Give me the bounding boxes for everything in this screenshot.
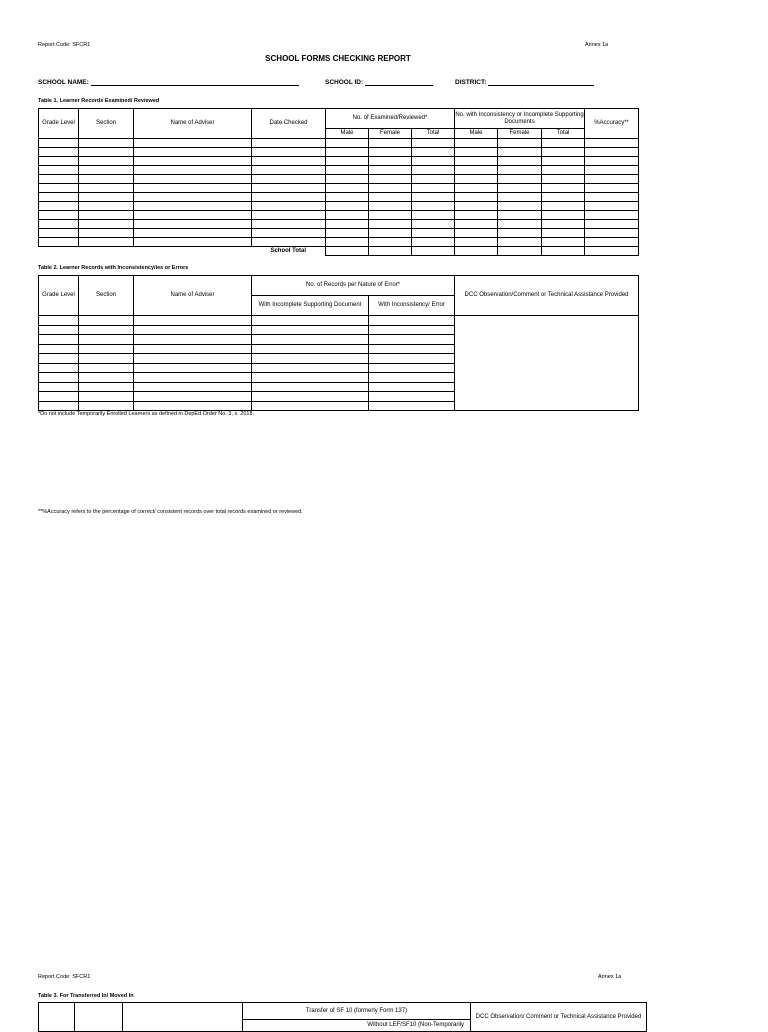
school-name-field — [38, 77, 299, 86]
t1-data-cell[interactable] — [252, 166, 326, 175]
report-code: Report Code: SFCR1 — [38, 42, 91, 48]
table-row — [39, 193, 639, 202]
t1-data-cell[interactable] — [79, 238, 134, 247]
t1-data-cell[interactable] — [39, 148, 79, 157]
t1-data-cell[interactable] — [134, 193, 252, 202]
t2-data-cell[interactable] — [252, 325, 369, 335]
t1-data-cell[interactable] — [252, 184, 326, 193]
t1-data-cell[interactable] — [455, 166, 498, 175]
t2-data-cell[interactable] — [39, 401, 79, 411]
t1-data-cell[interactable] — [369, 220, 412, 229]
note-accuracy: **%Accuracy refers to the percentage of correct/ consistent records over total records examined or reviewed. — [38, 509, 303, 515]
t2-data-cell[interactable] — [39, 382, 79, 392]
page2-annex-label: Annex 1a — [598, 974, 622, 980]
t1-data-cell[interactable] — [134, 139, 252, 148]
t1-sub-total: Total — [412, 129, 455, 139]
t1-data-cell[interactable] — [326, 202, 369, 211]
t3-head-transfer: Transfer of SF 10 (formerly Form 137) — [243, 1003, 471, 1020]
t2-data-cell[interactable] — [39, 316, 79, 326]
t2-data-cell[interactable] — [369, 335, 455, 345]
t1-data-cell[interactable] — [39, 229, 79, 238]
t2-data-cell[interactable] — [79, 325, 134, 335]
t1-data-cell[interactable] — [326, 238, 369, 247]
t1-data-cell[interactable] — [542, 157, 585, 166]
note-temporarily-enrolled: *Do not include Temporarily Enrolled Learners as defined in DepEd Order No. 3, s. 2018. — [38, 411, 255, 417]
t1-data-cell[interactable] — [585, 229, 639, 238]
table-row — [39, 316, 639, 326]
t2-data-cell[interactable] — [369, 392, 455, 402]
t2-data-cell[interactable] — [369, 382, 455, 392]
t2-sub-inconsistency: With Inconsistency/ Error — [369, 296, 455, 316]
t2-head-observation: DCC Observation/Comment or Technical Assistance Provided — [455, 276, 639, 316]
table2 — [38, 275, 639, 411]
t2-data-cell[interactable] — [252, 392, 369, 402]
t1-data-cell[interactable] — [542, 193, 585, 202]
t2-data-cell[interactable] — [39, 335, 79, 345]
t2-data-cell[interactable] — [79, 363, 134, 373]
t3-head-observation: DCC Observation/ Comment or Technical Assistance Provided — [471, 1003, 647, 1032]
t1-data-cell[interactable] — [498, 220, 542, 229]
school-id-field — [325, 77, 433, 86]
t1-data-cell[interactable] — [79, 175, 134, 184]
t1-data-cell[interactable] — [134, 229, 252, 238]
t1-data-cell[interactable] — [585, 193, 639, 202]
table-row — [39, 238, 639, 247]
t2-data-cell[interactable] — [252, 373, 369, 383]
t1-sub-total: Total — [542, 129, 585, 139]
t1-data-cell[interactable] — [326, 166, 369, 175]
t1-data-cell[interactable] — [542, 166, 585, 175]
table-row — [39, 202, 639, 211]
t1-data-cell[interactable] — [585, 238, 639, 247]
t1-data-cell[interactable] — [134, 202, 252, 211]
t1-total-cell[interactable] — [369, 247, 412, 256]
t1-head-examined: No. of Examined/Reviewed* — [326, 109, 455, 129]
t3-cell[interactable] — [123, 1003, 243, 1032]
t2-data-cell[interactable] — [134, 354, 252, 364]
table-row — [39, 184, 639, 193]
t2-data-cell[interactable] — [369, 354, 455, 364]
t2-data-cell[interactable] — [369, 325, 455, 335]
t1-data-cell[interactable] — [498, 202, 542, 211]
t1-data-cell[interactable] — [455, 220, 498, 229]
t1-head-inconsistency: No. with Inconsistency or Incomplete Supporting Documents — [455, 109, 585, 129]
t1-data-cell[interactable] — [369, 139, 412, 148]
t2-data-cell[interactable] — [39, 354, 79, 364]
t1-data-cell[interactable] — [39, 238, 79, 247]
t1-total-cell[interactable] — [585, 247, 639, 256]
t1-total-cell[interactable] — [455, 247, 498, 256]
table-row — [39, 139, 639, 148]
t1-data-cell[interactable] — [369, 193, 412, 202]
page2-report-code: Report Code: SFCR1 — [38, 974, 91, 980]
t2-data-cell[interactable] — [252, 401, 369, 411]
t1-total-cell[interactable] — [498, 247, 542, 256]
table-row — [39, 211, 639, 220]
t1-data-cell[interactable] — [39, 166, 79, 175]
t2-data-cell[interactable] — [39, 392, 79, 402]
t2-data-cell[interactable] — [134, 344, 252, 354]
t1-data-cell[interactable] — [542, 148, 585, 157]
t1-data-cell[interactable] — [542, 202, 585, 211]
t1-data-cell[interactable] — [498, 139, 542, 148]
t2-data-cell[interactable] — [79, 344, 134, 354]
t1-data-cell[interactable] — [542, 184, 585, 193]
t1-data-cell[interactable] — [326, 220, 369, 229]
t1-total-cell[interactable] — [542, 247, 585, 256]
t1-data-cell[interactable] — [252, 193, 326, 202]
t1-data-cell[interactable] — [252, 220, 326, 229]
t2-data-cell[interactable] — [134, 325, 252, 335]
school-name-input[interactable] — [91, 77, 299, 86]
t1-data-cell[interactable] — [369, 148, 412, 157]
t1-sub-male: Male — [326, 129, 369, 139]
t1-data-cell[interactable] — [326, 139, 369, 148]
t1-data-cell[interactable] — [39, 220, 79, 229]
t1-data-cell[interactable] — [455, 238, 498, 247]
t1-data-cell[interactable] — [498, 193, 542, 202]
t1-data-cell[interactable] — [134, 175, 252, 184]
t1-data-cell[interactable] — [326, 148, 369, 157]
t1-data-cell[interactable] — [79, 139, 134, 148]
t1-data-cell[interactable] — [134, 166, 252, 175]
t1-data-cell[interactable] — [585, 139, 639, 148]
t1-head-section: Section — [79, 109, 134, 139]
t1-data-cell[interactable] — [79, 148, 134, 157]
t1-data-cell[interactable] — [455, 175, 498, 184]
t2-data-cell[interactable] — [369, 401, 455, 411]
t1-data-cell[interactable] — [412, 139, 455, 148]
t1-data-cell[interactable] — [369, 184, 412, 193]
t2-head-nature: No. of Records per Nature of Error* — [252, 276, 455, 296]
t1-data-cell[interactable] — [412, 211, 455, 220]
t1-data-cell[interactable] — [542, 211, 585, 220]
table2-caption: Table 2. Learner Records with Inconsistency/ies or Errors — [38, 265, 189, 271]
t2-observation-cell[interactable] — [455, 316, 639, 411]
t1-data-cell[interactable] — [326, 157, 369, 166]
table-row — [39, 220, 639, 229]
t1-data-cell[interactable] — [79, 202, 134, 211]
t2-data-cell[interactable] — [252, 335, 369, 345]
t1-data-cell[interactable] — [455, 229, 498, 238]
t1-data-cell[interactable] — [134, 157, 252, 166]
t2-data-cell[interactable] — [369, 373, 455, 383]
t1-data-cell[interactable] — [585, 184, 639, 193]
school-id-label: SCHOOL ID: — [325, 79, 364, 86]
table-row — [39, 148, 639, 157]
t1-data-cell[interactable] — [369, 229, 412, 238]
t1-data-cell[interactable] — [369, 157, 412, 166]
t1-data-cell[interactable] — [412, 166, 455, 175]
t2-head-grade-level: Grade Level — [39, 276, 79, 316]
t1-head-grade-level: Grade Level — [39, 109, 79, 139]
t1-data-cell[interactable] — [542, 139, 585, 148]
t1-data-cell[interactable] — [79, 193, 134, 202]
t1-data-cell[interactable] — [79, 184, 134, 193]
t1-data-cell[interactable] — [412, 202, 455, 211]
t2-head-adviser: Name of Adviser — [134, 276, 252, 316]
t2-data-cell[interactable] — [79, 316, 134, 326]
t3-head-without: Without LEF/SF10 (Non-Temporarily — [243, 1020, 471, 1032]
school-name-label: SCHOOL NAME: — [38, 79, 89, 86]
t1-data-cell[interactable] — [455, 202, 498, 211]
t2-data-cell[interactable] — [369, 344, 455, 354]
t2-data-cell[interactable] — [39, 344, 79, 354]
t2-head-section: Section — [79, 276, 134, 316]
t3-cell[interactable] — [39, 1003, 75, 1032]
t2-data-cell[interactable] — [252, 354, 369, 364]
t1-data-cell[interactable] — [252, 175, 326, 184]
school-id-input[interactable] — [365, 77, 433, 86]
table1-body — [39, 139, 639, 247]
t2-data-cell[interactable] — [369, 363, 455, 373]
t1-data-cell[interactable] — [39, 193, 79, 202]
t1-data-cell[interactable] — [369, 211, 412, 220]
t1-data-cell[interactable] — [39, 184, 79, 193]
t1-data-cell[interactable] — [326, 229, 369, 238]
page-title: SCHOOL FORMS CHECKING REPORT — [265, 54, 411, 63]
table3 — [38, 1002, 647, 1032]
t1-data-cell[interactable] — [252, 148, 326, 157]
t2-data-cell[interactable] — [134, 316, 252, 326]
t1-data-cell[interactable] — [79, 166, 134, 175]
t1-data-cell[interactable] — [39, 139, 79, 148]
table2-body — [39, 316, 639, 411]
table-row — [39, 175, 639, 184]
t2-data-cell[interactable] — [252, 363, 369, 373]
t1-data-cell[interactable] — [412, 220, 455, 229]
t1-data-cell[interactable] — [412, 148, 455, 157]
table1 — [38, 108, 639, 256]
t1-data-cell[interactable] — [326, 211, 369, 220]
t1-data-cell[interactable] — [585, 211, 639, 220]
t2-data-cell[interactable] — [369, 316, 455, 326]
t2-data-cell[interactable] — [39, 325, 79, 335]
t1-data-cell[interactable] — [252, 139, 326, 148]
t2-data-cell[interactable] — [134, 335, 252, 345]
t1-data-cell[interactable] — [455, 193, 498, 202]
table-row — [39, 229, 639, 238]
t3-cell[interactable] — [75, 1003, 123, 1032]
t1-data-cell[interactable] — [79, 211, 134, 220]
t1-total-spacer — [39, 247, 252, 256]
t1-data-cell[interactable] — [412, 193, 455, 202]
t2-data-cell[interactable] — [134, 392, 252, 402]
t1-data-cell[interactable] — [412, 229, 455, 238]
t1-data-cell[interactable] — [585, 157, 639, 166]
t1-data-cell[interactable] — [252, 157, 326, 166]
t1-data-cell[interactable] — [412, 238, 455, 247]
t1-data-cell[interactable] — [252, 202, 326, 211]
t2-data-cell[interactable] — [39, 363, 79, 373]
t1-data-cell[interactable] — [455, 139, 498, 148]
t1-data-cell[interactable] — [455, 157, 498, 166]
t2-data-cell[interactable] — [252, 382, 369, 392]
t1-data-cell[interactable] — [455, 211, 498, 220]
t1-data-cell[interactable] — [585, 166, 639, 175]
t1-data-cell[interactable] — [498, 157, 542, 166]
t1-data-cell[interactable] — [585, 202, 639, 211]
t1-data-cell[interactable] — [134, 211, 252, 220]
t1-data-cell[interactable] — [498, 175, 542, 184]
t1-data-cell[interactable] — [326, 184, 369, 193]
t1-data-cell[interactable] — [498, 211, 542, 220]
t1-sub-male: Male — [455, 129, 498, 139]
district-label: DISTRICT: — [455, 79, 487, 86]
district-input[interactable] — [488, 77, 594, 86]
t2-data-cell[interactable] — [79, 382, 134, 392]
t1-data-cell[interactable] — [455, 184, 498, 193]
t1-data-cell[interactable] — [369, 166, 412, 175]
t2-data-cell[interactable] — [79, 373, 134, 383]
t1-data-cell[interactable] — [542, 238, 585, 247]
t1-data-cell[interactable] — [369, 202, 412, 211]
t1-data-cell[interactable] — [412, 184, 455, 193]
t1-data-cell[interactable] — [585, 175, 639, 184]
t1-data-cell[interactable] — [326, 175, 369, 184]
t1-data-cell[interactable] — [39, 157, 79, 166]
t1-head-date-checked: Date Checked — [252, 109, 326, 139]
t1-data-cell[interactable] — [134, 220, 252, 229]
t1-data-cell[interactable] — [498, 148, 542, 157]
t1-data-cell[interactable] — [252, 229, 326, 238]
t2-data-cell[interactable] — [79, 354, 134, 364]
t1-data-cell[interactable] — [79, 229, 134, 238]
t1-data-cell[interactable] — [585, 148, 639, 157]
t1-data-cell[interactable] — [542, 229, 585, 238]
t1-data-cell[interactable] — [498, 238, 542, 247]
t1-total-cell[interactable] — [326, 247, 369, 256]
t1-data-cell[interactable] — [39, 202, 79, 211]
t1-data-cell[interactable] — [134, 238, 252, 247]
t2-data-cell[interactable] — [252, 316, 369, 326]
t2-data-cell[interactable] — [134, 382, 252, 392]
t1-head-accuracy: %Accuracy** — [585, 109, 639, 139]
t1-data-cell[interactable] — [39, 211, 79, 220]
table-row — [39, 157, 639, 166]
t1-data-cell[interactable] — [498, 229, 542, 238]
t2-data-cell[interactable] — [134, 363, 252, 373]
t1-data-cell[interactable] — [412, 157, 455, 166]
t1-total-cell[interactable] — [412, 247, 455, 256]
table3-caption: Table 3. For Transferred In/ Moved In — [38, 993, 134, 999]
t2-data-cell[interactable] — [134, 373, 252, 383]
t2-data-cell[interactable] — [134, 401, 252, 411]
t1-data-cell[interactable] — [369, 175, 412, 184]
table-row — [39, 166, 639, 175]
t1-head-adviser: Name of Adviser — [134, 109, 252, 139]
t2-data-cell[interactable] — [79, 401, 134, 411]
t1-sub-female: Female — [498, 129, 542, 139]
t2-sub-incomplete: With Incomplete Supporting Document — [252, 296, 369, 316]
t1-data-cell[interactable] — [252, 211, 326, 220]
t1-data-cell[interactable] — [455, 148, 498, 157]
table1-caption: Table 1. Learner Records Examined/ Reviewed — [38, 98, 160, 104]
t2-data-cell[interactable] — [39, 373, 79, 383]
t1-school-total-label: School Total — [270, 247, 307, 254]
t1-data-cell[interactable] — [39, 175, 79, 184]
t1-data-cell[interactable] — [542, 220, 585, 229]
t1-data-cell[interactable] — [542, 175, 585, 184]
t1-data-cell[interactable] — [498, 184, 542, 193]
t1-data-cell[interactable] — [369, 238, 412, 247]
t1-data-cell[interactable] — [326, 193, 369, 202]
t2-data-cell[interactable] — [79, 335, 134, 345]
t1-data-cell[interactable] — [134, 184, 252, 193]
district-field — [455, 77, 594, 86]
t2-data-cell[interactable] — [79, 392, 134, 402]
t1-data-cell[interactable] — [498, 166, 542, 175]
t1-data-cell[interactable] — [79, 220, 134, 229]
t1-data-cell[interactable] — [252, 238, 326, 247]
annex-label: Annex 1a — [585, 42, 609, 48]
t1-data-cell[interactable] — [412, 175, 455, 184]
t1-data-cell[interactable] — [134, 148, 252, 157]
t2-data-cell[interactable] — [252, 344, 369, 354]
t1-data-cell[interactable] — [585, 220, 639, 229]
t1-sub-female: Female — [369, 129, 412, 139]
t1-data-cell[interactable] — [79, 157, 134, 166]
